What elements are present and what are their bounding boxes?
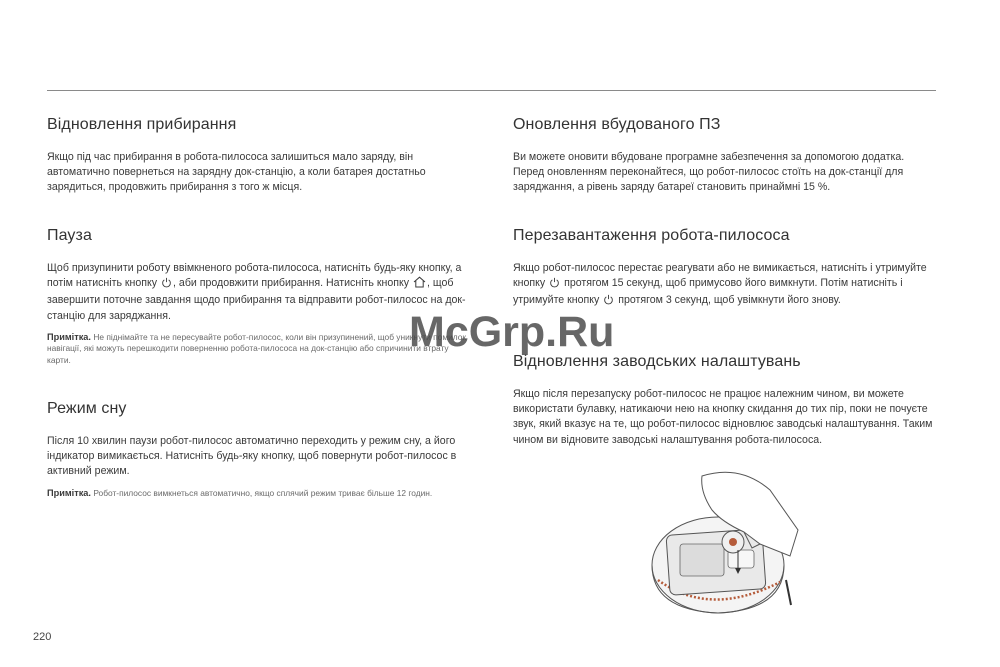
- section-title: Режим сну: [47, 400, 127, 417]
- top-rule: [47, 90, 936, 91]
- section-title: Оновлення вбудованого ПЗ: [513, 116, 721, 133]
- section-restart: [513, 227, 938, 311]
- section-body: Якщо під час прибирання в робота-пилососа залишиться мало заряду, він автоматично повернеться на зарядну док-станцію, а коли батарея достатньо зарядиться, продовжить прибирання з того ж місця.: [47, 151, 426, 194]
- power-icon: [549, 277, 560, 293]
- section-body: Щоб призупинити роботу ввімкненого робота-пилососа, натисніть будь-яку кнопку, а потім натисніть кнопку , аби продовжити прибирання. Натисніть кнопку , щоб завершити поточне завдання щодо прибирання та відправити робот-пилосос на док-станцію для заряджання.: [47, 262, 466, 322]
- robot-reset-illustration: [640, 470, 805, 620]
- note-text: Не піднімайте та не пересувайте робот-пилосос, коли він призупинений, щоб уникнути помилок навігації, які можуть перешкодити поверненню робота-пилососа на док-станцію або спричинити втрату карти.: [47, 331, 467, 365]
- home-icon: [413, 276, 426, 293]
- watermark: McGrp.Ru: [409, 308, 615, 356]
- section-body: Якщо робот-пилосос перестає реагувати або не вимикається, натисніть і утримуйте кнопку протягом 15 секунд, щоб примусово його вимкнути. Потім натисніть і утримуйте кнопку протягом 3 секунд, щоб увімкнути його знову.: [513, 261, 938, 311]
- section-title: Відновлення прибирання: [47, 116, 237, 133]
- note-text: Робот-пилосос вимкнеться автоматично, якщо сплячий режим триває більше 12 годин.: [93, 487, 433, 498]
- section-firmware-update: [513, 116, 938, 196]
- section-title: Перезавантаження робота-пилососа: [513, 227, 790, 244]
- note-label: Примітка.: [47, 331, 91, 342]
- section-sleep-mode: [47, 400, 472, 499]
- page-number: 220: [33, 631, 52, 643]
- section-body: Після 10 хвилин паузи робот-пилосос автоматично переходить у режим сну, а його індикатор вимикається. Натисніть будь-яку кнопку, щоб повернути робот-пилосос в активний режим.: [47, 435, 457, 478]
- section-title: Відновлення заводських налаштувань: [513, 353, 801, 370]
- section-title: Пауза: [47, 227, 92, 244]
- power-icon: [161, 277, 172, 293]
- section-body: Якщо після перезапуску робот-пилосос не працює належним чином, ви можете використати булавку, натикаючи нею на кнопку скидання до тих пір, поки не почуєте звук, який вказує на те, що робот-пилосос відновлює заводські налаштування. Таким чином ви відновите заводські налаштування робота-пилососа.: [513, 388, 933, 446]
- section-body: Ви можете оновити вбудоване програмне забезпечення за допомогою додатка. Перед оновленням переконайтеся, що робот-пилосос стоїть на док-станції для заряджання, а рівень заряду батареї становить принаймні 15 %.: [513, 151, 905, 194]
- section-resume-cleaning: [47, 116, 472, 196]
- note-label: Примітка.: [47, 487, 91, 498]
- note: [47, 488, 472, 500]
- section-factory-reset: [513, 353, 938, 448]
